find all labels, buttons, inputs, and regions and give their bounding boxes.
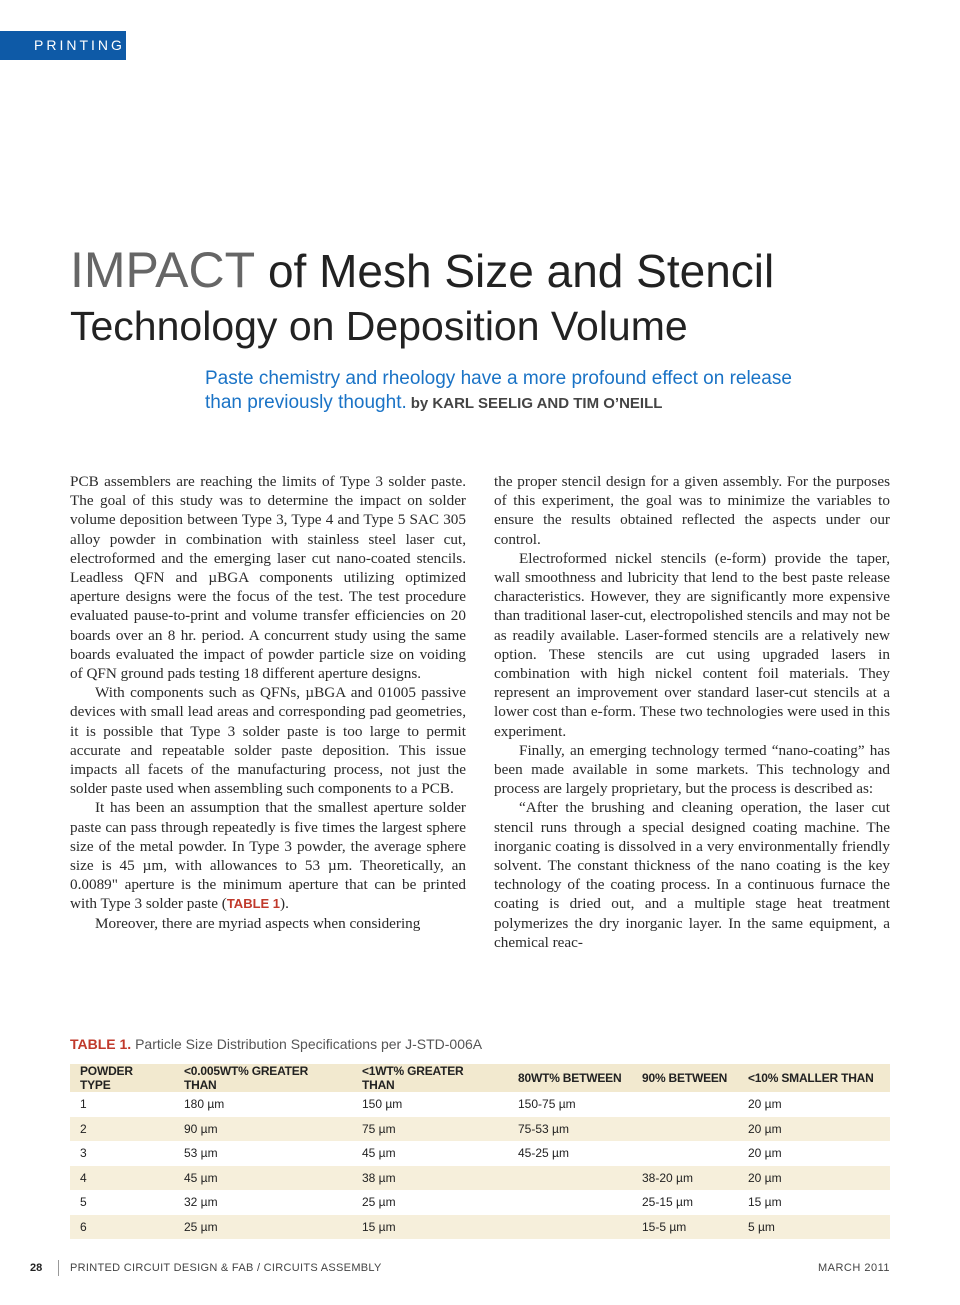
table-cell: 180 µm	[184, 1097, 225, 1112]
article-deck	[205, 367, 865, 416]
footer-divider	[58, 1260, 59, 1276]
page-number: 28	[30, 1262, 43, 1274]
table-cell: 90 µm	[174, 1117, 352, 1142]
table-cell: 25 µm	[174, 1215, 352, 1240]
table-cell: 20 µm	[748, 1097, 782, 1112]
table-cell: 5 µm	[738, 1215, 890, 1240]
table-cell: 15-5 µm	[632, 1215, 738, 1240]
table-reference-link[interactable]: TABLE 1	[226, 896, 281, 912]
paragraph-text: It has been an assumption that the smallest aperture solder paste can pass through repeatedly is five times the largest sphere size of the metal powder. In Type 3 powder, the average sphere size is 45 µm, with allowances to 53 µm. Theoretically, an 0.0089" aperture is the minimum aperture that can be printed with Type 3 solder paste (	[70, 799, 466, 913]
table-cell	[508, 1190, 632, 1215]
table-cell: 45-25 µm	[518, 1146, 569, 1161]
table-cell	[508, 1215, 632, 1240]
deck-line-1: Paste chemistry and rheology have a more profound effect on release	[205, 368, 792, 389]
table-cell: 75 µm	[352, 1117, 508, 1142]
table-cell: 5	[80, 1195, 87, 1210]
deck-line-2-text: than previously thought.	[205, 392, 407, 413]
article-title	[70, 242, 930, 351]
table-row	[70, 1141, 890, 1166]
table-row	[70, 1092, 890, 1117]
table-cell: 1	[80, 1097, 87, 1112]
column-header: <1WT% GREATER THAN	[352, 1064, 508, 1092]
table-row	[70, 1215, 890, 1240]
table-cell: 150-75 µm	[518, 1097, 576, 1112]
table-cell: 15 µm	[748, 1195, 782, 1210]
table-cell	[632, 1141, 738, 1166]
table-cell: 15 µm	[352, 1215, 508, 1240]
table-cell: 4	[70, 1166, 174, 1191]
publication-name: PRINTED CIRCUIT DESIGN & FAB / CIRCUITS ASSEMBLY	[70, 1262, 382, 1274]
table-cell: 45 µm	[362, 1146, 396, 1161]
paragraph: “After the brushing and cleaning operation, the laser cut stencil runs through a special designed coating machine. The inorganic coating is dissolved in a very environmentally friendly solvent. The constant thickness of the nano coating is the key technology of the coating process. In a continuous furnace the coating is dried out, and a multiple stage heat treatment polymerizes the dry inorganic layer. In the same equipment, a chemical reac-	[494, 799, 890, 951]
table-cell: 25 µm	[362, 1195, 396, 1210]
table-row	[70, 1166, 890, 1191]
table-label: TABLE 1.	[70, 1036, 132, 1052]
paragraph-text-end: ).	[280, 895, 289, 913]
column-header: 80WT% BETWEEN	[508, 1064, 632, 1092]
paragraph: Electroformed nickel stencils (e-form) provide the taper, wall smoothness and lubricity that lend to the best paste release characteristics. However, they are significantly more expensive than traditional laser-cut, electropolished stencils and may not be as readily available. Laser-formed stencils are a relatively new option. These stencils are cut using upgraded lasers in combination with high nickel content foil materials. They represent an improvement over standard laser-cut stencils at a lower cost than e-form. These two technologies were used in this experiment.	[494, 549, 890, 740]
column-header: 90% BETWEEN	[632, 1064, 738, 1092]
paragraph: the proper stencil design for a given assembly. For the purposes of this experiment, the goal was to minimize the variables to ensure the results obtained reflected the aspects under our control.	[494, 473, 890, 548]
table-caption-text: Particle Size Distribution Specifications per J-STD-006A	[131, 1036, 483, 1052]
title-line-1-rest: of Mesh Size and Stencil	[255, 245, 775, 297]
paragraph: Finally, an emerging technology termed “nano-coating” has been made available in some markets. This technology and process are largely proprietary, but the process is described as:	[494, 741, 890, 798]
table-cell: 53 µm	[184, 1146, 218, 1161]
table-cell: 6	[70, 1215, 174, 1240]
table-cell	[632, 1092, 738, 1117]
column-header: <10% SMALLER THAN	[738, 1064, 890, 1092]
table-cell: 75-53 µm	[508, 1117, 632, 1142]
table-row	[70, 1190, 890, 1215]
title-emphasis: IMPACT	[70, 242, 256, 298]
table-cell: 20 µm	[738, 1117, 890, 1142]
issue-date: MARCH 2011	[817, 1262, 890, 1274]
table-cell: 20 µm	[748, 1146, 782, 1161]
table-caption	[70, 1036, 482, 1052]
paragraph: Moreover, there are myriad aspects when considering	[95, 914, 421, 932]
paragraph: PCB assemblers are reaching the limits of Type 3 solder paste. The goal of this study was to determine the impact on solder volume deposition between Type 3, Type 4 and Type 5 SAC 305 alloy powder in combination with stainless steel laser cut, electroformed and the emerging laser cut nano-coated stencils. Leadless QFN and µBGA components utilizing optimized aperture designs were the focus of the test. The test procedure evaluated pause-to-print and volume transfer efficiencies on 20 boards over an 8 hr. period. A concurrent study using the same boards evaluated the impact of powder particle size on voiding of QFN ground pads testing 18 different aperture designs.	[70, 473, 466, 683]
table-cell: 20 µm	[738, 1166, 890, 1191]
table-cell: 25-15 µm	[642, 1195, 693, 1210]
table-cell	[508, 1166, 632, 1191]
table-cell: 2	[70, 1117, 174, 1142]
right-column	[494, 472, 890, 952]
particle-size-table	[70, 1064, 890, 1239]
table-cell: 45 µm	[174, 1166, 352, 1191]
title-line-2: Technology on Deposition Volume	[70, 303, 688, 349]
table-header-row	[70, 1064, 890, 1092]
table-row	[70, 1117, 890, 1142]
paragraph: With components such as QFNs, µBGA and 01005 passive devices with small lead areas and corresponding pad geometries, it is possible that Type 3 solder paste is too large to permit accurate and repeatable solder paste deposition. This issue impacts all facets of the manufacturing process, not just the solder paste used when assembling such components to a PCB.	[70, 684, 466, 798]
table-cell: 3	[80, 1146, 87, 1161]
column-header: <0.005WT% GREATER THAN	[174, 1064, 352, 1092]
byline: by KARL SEELIG AND TIM O’NEILL	[410, 395, 663, 412]
deck-line-2	[205, 391, 865, 416]
column-header: POWDER TYPE	[70, 1064, 174, 1092]
title-line-1	[70, 242, 930, 299]
table-cell: 150 µm	[362, 1097, 403, 1112]
table-cell: 32 µm	[184, 1195, 218, 1210]
left-column	[70, 472, 466, 933]
paragraph	[70, 798, 466, 913]
table-cell: 38-20 µm	[632, 1166, 738, 1191]
table-cell	[632, 1117, 738, 1142]
table-cell: 38 µm	[352, 1166, 508, 1191]
section-label: PRINTING	[0, 31, 126, 60]
